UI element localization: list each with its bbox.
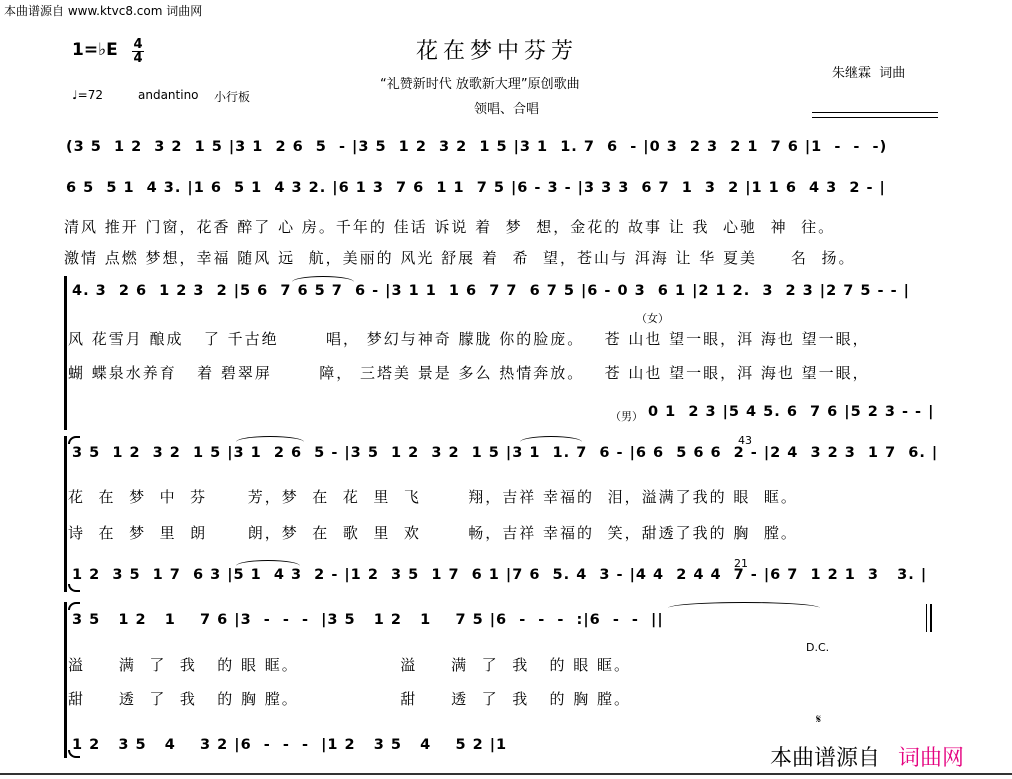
intro-notes: (3 5 1 2 3 2 1 5 |3 1 2 6 5 - |3 5 1 2 3 2 1 5 |3 1 1. 7 6 - |0 3 2 3 2 1 7 6 |1 - - -) — [66, 139, 888, 155]
verse-lyrics-1: 清风 推开 门窗，花香 醉了 心 房。千年的 佳话 诉说 着 梦 想，金花的 故事 让 我 心驰 神 往。 — [64, 218, 836, 236]
decorative-line — [812, 117, 938, 118]
final-barline — [930, 604, 932, 632]
chorus-low-notes: 1 2 3 5 1 7 6 3 |5 1 4 3 2 - |1 2 3 5 1 7 6 1 |7 6 5. 4 3 - |4 4 2 4 4 7 - |6 7 1 2 1 3 3. | — [72, 567, 928, 583]
bridge-lyrics-1: 风 花雪月 酿成 了 千古绝 唱， 梦幻与神奇 朦胧 你的脸庞。 苍 山也 望一眼，洱 海也 望一眼， — [68, 330, 870, 348]
ending-low-notes: 1 2 3 5 4 3 2 |6 - - - |1 2 3 5 4 5 2 |1 — [72, 737, 508, 753]
slur-mark — [520, 436, 582, 442]
brace-bottom — [68, 584, 80, 592]
slur-mark — [668, 602, 820, 608]
site-header: 本曲谱源自 www.ktvc8.com 词曲网 — [4, 4, 203, 18]
final-barline-thin — [926, 604, 927, 632]
slur-mark — [292, 276, 354, 282]
slur-mark — [236, 560, 300, 566]
brace-top — [68, 602, 80, 610]
ending-lyrics-2: 甜 透 了 我 的 胸 膛。 甜 透 了 我 的 胸 膛。 — [68, 690, 632, 708]
ending-lyrics-1: 溢 满 了 我 的 眼 眶。 溢 满 了 我 的 眼 眶。 — [68, 656, 632, 674]
footer-logo — [770, 741, 964, 772]
chorus-mark-b: 21 — [734, 557, 748, 570]
system-bracket — [64, 276, 67, 430]
key-signature: 1=♭E — [72, 40, 118, 60]
bridge-notes: 4. 3 2 6 1 2 3 2 |5 6 7 6 5 7 6 - |3 1 1 1 6 7 7 6 7 5 |6 - 0 3 6 1 |2 1 2. 3 2 3 |2 7 5 - - | — [72, 283, 910, 299]
chorus-mark-a: 43 — [738, 434, 752, 447]
segno-sign: 𝄋 — [816, 712, 822, 726]
composer: 朱继霖 词曲 — [832, 66, 906, 81]
verse-notes: 6 5 5 1 4 3. |1 6 5 1 4 3 2. |6 1 3 7 6 1 1 7 5 |6 - 3 - |3 3 3 6 7 1 3 2 |1 1 6 4 3 2 - | — [66, 180, 886, 196]
chorus-lyrics-2: 诗 在 梦 里 朗 朗，梦 在 歌 里 欢 畅，吉祥 幸福的 笑，甜透了我的 胸 膛。 — [68, 524, 798, 542]
subtitle: “礼赞新时代 放歌新大理”原创歌曲 — [380, 77, 580, 92]
system-bracket — [64, 602, 67, 758]
tempo-chinese: 小行板 — [214, 90, 251, 104]
footer-logo-part1: 本曲谱源自 — [770, 746, 881, 771]
time-signature-bottom: 4 — [133, 51, 143, 66]
bridge-lyrics-2: 蝴 蝶泉水养育 着 碧翠屏 障， 三塔美 景是 多么 热情奔放。 苍 山也 望一眼，洱 海也 望一眼， — [68, 364, 870, 382]
female-part-mark: （女） — [636, 312, 669, 325]
male-part-notes: 0 1 2 3 |5 4 5. 6 7 6 |5 2 3 - - | — [648, 404, 935, 420]
ending-notes: 3 5 1 2 1 7 6 |3 - - - |3 5 1 2 1 7 5 |6 - - - :|6 - - || — [72, 612, 664, 628]
tempo-italian: andantino — [138, 88, 199, 102]
tempo-marking: ♩=72 — [72, 88, 103, 102]
chorus-notes: 3 5 1 2 3 2 1 5 |3 1 2 6 5 - |3 5 1 2 3 2 1 5 |3 1 1. 7 6 - |6 6 5 6 6 2 - |2 4 3 2 3 1 7 6. | — [72, 445, 939, 461]
decorative-line — [812, 112, 938, 113]
male-part-mark: （男） — [610, 410, 643, 423]
song-title: 花在梦中芬芳 — [416, 39, 579, 64]
footer-logo-part2: 词曲网 — [898, 746, 965, 771]
dc-marking: D.C. — [806, 641, 830, 654]
chorus-lyrics-1: 花 在 梦 中 芬 芳，梦 在 花 里 飞 翔，吉祥 幸福的 泪，溢满了我的 眼 眶。 — [68, 488, 798, 506]
verse-lyrics-2: 激情 点燃 梦想，幸福 随风 远 航，美丽的 风光 舒展 着 希 望，苍山与 洱海 让 华 夏美 名 扬。 — [64, 249, 856, 267]
system-bracket — [64, 436, 67, 592]
bottom-rule — [0, 773, 1012, 775]
performance-form: 领唱、合唱 — [474, 102, 540, 117]
slur-mark — [236, 436, 304, 442]
time-signature-top: 4 — [133, 37, 143, 52]
time-signature — [132, 38, 144, 65]
brace-top — [68, 436, 80, 444]
